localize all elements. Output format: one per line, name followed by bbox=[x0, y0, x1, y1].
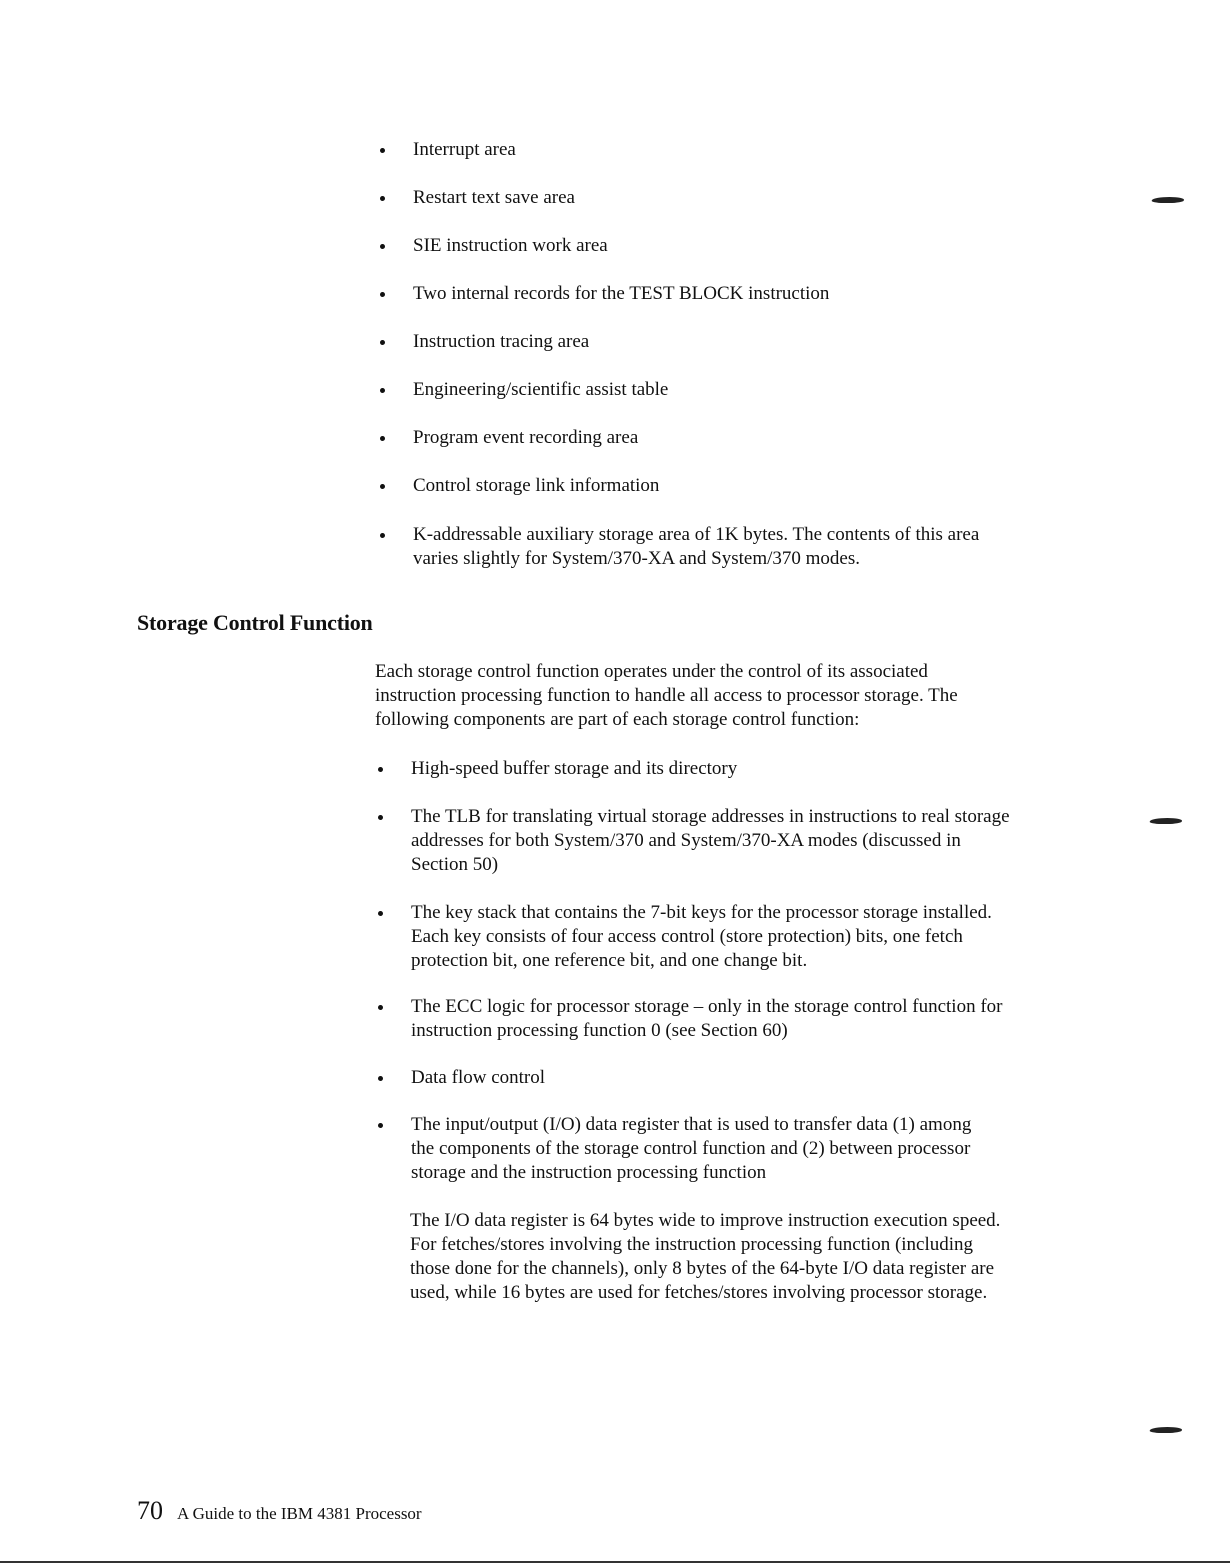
bullet-icon bbox=[378, 1005, 383, 1010]
footer-title: A Guide to the IBM 4381 Processor bbox=[177, 1504, 422, 1523]
bullet-icon bbox=[378, 1123, 383, 1128]
bullet-icon bbox=[380, 436, 385, 441]
list-item: Data flow control bbox=[411, 1066, 545, 1090]
bullet-icon bbox=[380, 148, 385, 153]
bullet-icon bbox=[380, 196, 385, 201]
list-item: Interrupt area bbox=[413, 138, 516, 162]
list-item: SIE instruction work area bbox=[413, 234, 608, 258]
bullet-icon bbox=[380, 292, 385, 297]
list-item: The TLB for translating virtual storage addresses in instructions to real storage addresses for both System/370 and System/370-XA modes (discussed in Section 50) bbox=[411, 805, 1010, 877]
list-item: Program event recording area bbox=[413, 426, 638, 450]
bullet-icon bbox=[380, 484, 385, 489]
margin-mark bbox=[1149, 1427, 1184, 1433]
list-item: The key stack that contains the 7-bit keys for the processor storage installed. Each key consists of four access control (store protection) bits, one fetch protection bit, one reference bit, and one change bit. bbox=[411, 901, 992, 973]
margin-mark bbox=[1149, 818, 1184, 824]
bullet-icon bbox=[378, 815, 383, 820]
section-heading: Storage Control Function bbox=[137, 610, 373, 635]
list-item: The input/output (I/O) data register that is used to transfer data (1) among the components of the storage control function and (2) between processor storage and the instruction processing function bbox=[411, 1113, 971, 1185]
io-register-note: The I/O data register is 64 bytes wide to improve instruction execution speed. For fetches/stores involving the instruction processing function (including those done for the channels), only 8 bytes of the 64-byte I/O data register are used, while 16 bytes are used for fetches/stores involving processor storage. bbox=[410, 1210, 1001, 1303]
bullet-icon bbox=[380, 340, 385, 345]
list-item: Engineering/scientific assist table bbox=[413, 378, 668, 402]
list-item: Two internal records for the TEST BLOCK instruction bbox=[413, 282, 829, 306]
list-item: High-speed buffer storage and its directory bbox=[411, 757, 737, 781]
list-item: K-addressable auxiliary storage area of 1K bytes. The contents of this area varies slightly for System/370-XA and System/370 modes. bbox=[413, 523, 979, 571]
list-item: Instruction tracing area bbox=[413, 330, 589, 354]
page-edge-rule bbox=[0, 1561, 1230, 1563]
bullet-icon bbox=[378, 1076, 383, 1081]
page-number: 70 bbox=[137, 1496, 163, 1525]
list-item: Restart text save area bbox=[413, 186, 575, 210]
page-footer bbox=[137, 1496, 422, 1526]
bullet-icon bbox=[380, 244, 385, 249]
bullet-icon bbox=[380, 533, 385, 538]
bullet-icon bbox=[380, 388, 385, 393]
bullet-icon bbox=[378, 767, 383, 772]
bullet-icon bbox=[378, 911, 383, 916]
list-item: The ECC logic for processor storage – only in the storage control function for instruction processing function 0 (see Section 60) bbox=[411, 995, 1003, 1043]
section-intro-paragraph: Each storage control function operates under the control of its associated instruction processing function to handle all access to processor storage. The following components are part of each storage control function: bbox=[375, 661, 958, 730]
list-item: Control storage link information bbox=[413, 474, 659, 498]
margin-mark bbox=[1151, 197, 1186, 203]
